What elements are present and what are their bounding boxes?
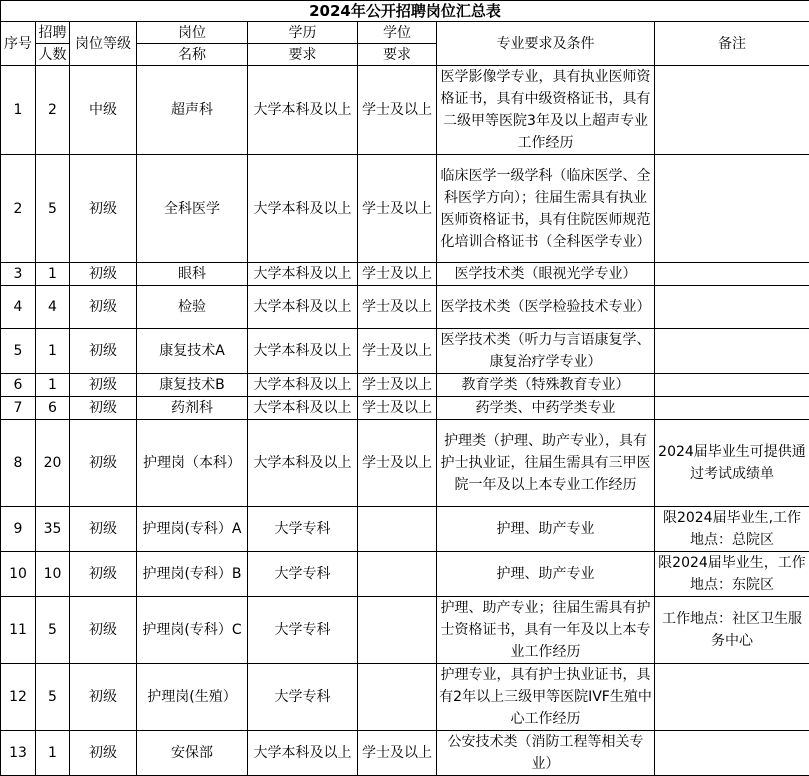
table-row (1, 507, 809, 552)
cell-edu: 大学本科及以上 (248, 155, 358, 263)
cell-note: 2024届毕业生可提供通过考试成绩单 (655, 420, 809, 507)
cell-edu: 大学本科及以上 (248, 66, 358, 155)
cell-post: 康复技术B (137, 374, 248, 397)
cell-edu: 大学本科及以上 (248, 420, 358, 507)
cell-level: 初级 (70, 552, 137, 597)
cell-major: 医学技术类（医学检验技术专业） (437, 286, 655, 329)
header-level: 岗位等级 (70, 22, 137, 66)
header-edu-bottom: 要求 (248, 44, 358, 66)
cell-major: 护理专业，具有护士执业证书，具有2年以上三级甲等医院IVF生殖中心工作经历 (437, 664, 655, 731)
table-row (1, 263, 809, 286)
cell-degree: 学士及以上 (358, 397, 437, 420)
cell-level: 中级 (70, 66, 137, 155)
cell-seq: 11 (1, 597, 36, 664)
cell-seq: 13 (1, 731, 36, 776)
cell-count: 35 (36, 507, 70, 552)
cell-count: 1 (36, 731, 70, 776)
cell-note (655, 66, 809, 155)
header-post-top: 岗位 (137, 22, 248, 44)
cell-post: 护理岗(专科）C (137, 597, 248, 664)
cell-count: 10 (36, 552, 70, 597)
cell-level: 初级 (70, 664, 137, 731)
cell-major: 临床医学一级学科（临床医学、全科医学方向）；往届生需具有执业医师资格证书，具有住院医师规范化培训合格证书（全科医学专业） (437, 155, 655, 263)
cell-post: 药剂科 (137, 397, 248, 420)
cell-note (655, 329, 809, 374)
cell-major: 护理、助产专业；往届生需具有护士资格证书，具有一年及以上本专业工作经历 (437, 597, 655, 664)
cell-major: 护理、助产专业 (437, 507, 655, 552)
cell-edu: 大学本科及以上 (248, 397, 358, 420)
cell-count: 6 (36, 397, 70, 420)
header-degree-bottom: 要求 (358, 44, 437, 66)
cell-major: 公安技术类（消防工程等相关专业） (437, 731, 655, 776)
cell-degree: 学士及以上 (358, 66, 437, 155)
cell-degree (358, 507, 437, 552)
cell-seq: 3 (1, 263, 36, 286)
cell-note (655, 286, 809, 329)
cell-note: 限2024届毕业生，工作地点：东院区 (655, 552, 809, 597)
cell-post: 全科医学 (137, 155, 248, 263)
cell-count: 5 (36, 597, 70, 664)
cell-count: 1 (36, 329, 70, 374)
cell-count: 2 (36, 66, 70, 155)
header-post-bottom: 名称 (137, 44, 248, 66)
cell-major: 医学技术类（听力与言语康复学、康复治疗学专业） (437, 329, 655, 374)
cell-seq: 5 (1, 329, 36, 374)
table-row (1, 420, 809, 507)
cell-level: 初级 (70, 507, 137, 552)
cell-post: 超声科 (137, 66, 248, 155)
cell-note: 限2024届毕业生,工作地点：总院区 (655, 507, 809, 552)
cell-degree: 学士及以上 (358, 731, 437, 776)
cell-degree: 学士及以上 (358, 374, 437, 397)
table-row (1, 155, 809, 263)
cell-edu: 大学专科 (248, 597, 358, 664)
cell-edu: 大学本科及以上 (248, 731, 358, 776)
cell-post: 护理岗(生殖） (137, 664, 248, 731)
cell-level: 初级 (70, 397, 137, 420)
cell-note (655, 397, 809, 420)
cell-count: 5 (36, 155, 70, 263)
cell-major: 护理、助产专业 (437, 552, 655, 597)
cell-level: 初级 (70, 263, 137, 286)
cell-seq: 6 (1, 374, 36, 397)
cell-edu: 大学本科及以上 (248, 329, 358, 374)
cell-major: 药学类、中药学类专业 (437, 397, 655, 420)
cell-post: 康复技术A (137, 329, 248, 374)
cell-seq: 9 (1, 507, 36, 552)
cell-seq: 1 (1, 66, 36, 155)
cell-note (655, 155, 809, 263)
header-seq: 序号 (1, 22, 36, 66)
header-note: 备注 (655, 22, 809, 66)
cell-seq: 8 (1, 420, 36, 507)
cell-level: 初级 (70, 374, 137, 397)
header-count-bottom: 人数 (36, 44, 70, 66)
cell-major: 教育学类（特殊教育专业） (437, 374, 655, 397)
table-row (1, 329, 809, 374)
cell-level: 初级 (70, 329, 137, 374)
cell-degree: 学士及以上 (358, 263, 437, 286)
cell-edu: 大学本科及以上 (248, 374, 358, 397)
cell-count: 1 (36, 263, 70, 286)
cell-note (655, 374, 809, 397)
cell-note (655, 263, 809, 286)
cell-level: 初级 (70, 155, 137, 263)
cell-count: 4 (36, 286, 70, 329)
cell-level: 初级 (70, 597, 137, 664)
cell-level: 初级 (70, 731, 137, 776)
table-title: 2024年公开招聘岗位汇总表 (1, 1, 809, 22)
cell-major: 护理类（护理、助产专业），具有护士执业证，往届生需具有三甲医院一年及以上本专业工作经历 (437, 420, 655, 507)
header-major: 专业要求及条件 (437, 22, 655, 66)
cell-level: 初级 (70, 420, 137, 507)
cell-post: 眼科 (137, 263, 248, 286)
cell-degree: 学士及以上 (358, 329, 437, 374)
cell-post: 安保部 (137, 731, 248, 776)
table-row (1, 664, 809, 731)
cell-count: 5 (36, 664, 70, 731)
cell-edu: 大学本科及以上 (248, 286, 358, 329)
cell-seq: 7 (1, 397, 36, 420)
table-row (1, 597, 809, 664)
cell-count: 20 (36, 420, 70, 507)
cell-degree: 学士及以上 (358, 155, 437, 263)
cell-note (655, 664, 809, 731)
cell-major: 医学技术类（眼视光学专业） (437, 263, 655, 286)
cell-post: 护理岗(专科）A (137, 507, 248, 552)
cell-post: 护理岗(专科）B (137, 552, 248, 597)
cell-post: 检验 (137, 286, 248, 329)
cell-degree (358, 664, 437, 731)
table-row (1, 66, 809, 155)
table-row (1, 397, 809, 420)
table-row (1, 552, 809, 597)
cell-edu: 大学专科 (248, 507, 358, 552)
cell-degree (358, 552, 437, 597)
cell-seq: 12 (1, 664, 36, 731)
header-count-top: 招聘 (36, 22, 70, 44)
cell-seq: 2 (1, 155, 36, 263)
table-row (1, 374, 809, 397)
cell-seq: 10 (1, 552, 36, 597)
cell-edu: 大学专科 (248, 552, 358, 597)
cell-edu: 大学专科 (248, 664, 358, 731)
header-edu-top: 学历 (248, 22, 358, 44)
cell-count: 1 (36, 374, 70, 397)
cell-degree: 学士及以上 (358, 420, 437, 507)
table-row (1, 286, 809, 329)
header-degree-top: 学位 (358, 22, 437, 44)
cell-seq: 4 (1, 286, 36, 329)
cell-edu: 大学本科及以上 (248, 263, 358, 286)
cell-post: 护理岗（本科） (137, 420, 248, 507)
cell-degree (358, 597, 437, 664)
cell-major: 医学影像学专业，具有执业医师资格证书，具有中级资格证书，具有二级甲等医院3年及以上超声专业工作经历 (437, 66, 655, 155)
cell-level: 初级 (70, 286, 137, 329)
cell-degree: 学士及以上 (358, 286, 437, 329)
cell-note: 工作地点：社区卫生服务中心 (655, 597, 809, 664)
